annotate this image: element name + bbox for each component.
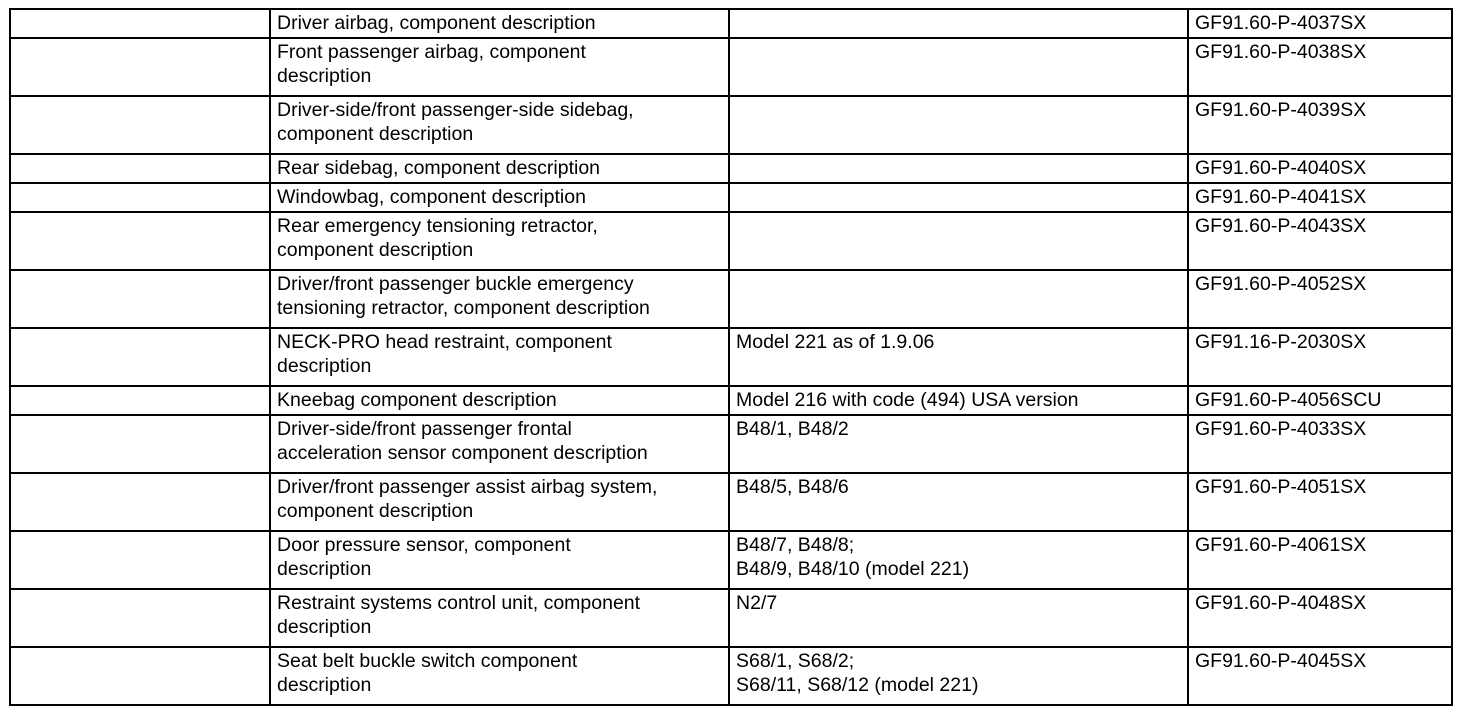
description-cell: Driver/front passenger buckle emergency tensioning retractor, component description (270, 270, 729, 328)
document-number-cell: GF91.60-P-4045SX (1188, 647, 1452, 705)
component-cell (10, 647, 270, 705)
table-row (10, 270, 1452, 328)
condition-cell: Model 221 as of 1.9.06 (729, 328, 1188, 386)
document-number-cell: GF91.16-P-2030SX (1188, 328, 1452, 386)
table-row (10, 154, 1452, 183)
description-cell: Driver airbag, component description (270, 9, 729, 38)
document-number-cell: GF91.60-P-4038SX (1188, 38, 1452, 96)
condition-cell (729, 270, 1188, 328)
component-cell (10, 531, 270, 589)
document-number-cell: GF91.60-P-4041SX (1188, 183, 1452, 212)
condition-cell (729, 212, 1188, 270)
component-cell (10, 212, 270, 270)
description-cell: Driver-side/front passenger frontal acceleration sensor component description (270, 415, 729, 473)
component-cell (10, 270, 270, 328)
component-cell (10, 589, 270, 647)
description-cell: Windowbag, component description (270, 183, 729, 212)
description-cell: Driver-side/front passenger-side sidebag, component description (270, 96, 729, 154)
component-cell (10, 96, 270, 154)
table-row (10, 38, 1452, 96)
document-number-cell: GF91.60-P-4048SX (1188, 589, 1452, 647)
component-cell (10, 415, 270, 473)
condition-cell: B48/5, B48/6 (729, 473, 1188, 531)
document-number-cell: GF91.60-P-4061SX (1188, 531, 1452, 589)
table-row (10, 589, 1452, 647)
condition-cell (729, 154, 1188, 183)
table-row (10, 415, 1452, 473)
condition-cell: N2/7 (729, 589, 1188, 647)
document-number-cell: GF91.60-P-4037SX (1188, 9, 1452, 38)
table-row (10, 96, 1452, 154)
description-cell: NECK-PRO head restraint, component description (270, 328, 729, 386)
condition-cell (729, 96, 1188, 154)
component-reference-table (9, 8, 1453, 706)
table-row (10, 531, 1452, 589)
description-cell: Door pressure sensor, component description (270, 531, 729, 589)
document-number-cell: GF91.60-P-4052SX (1188, 270, 1452, 328)
condition-cell: B48/7, B48/8; B48/9, B48/10 (model 221) (729, 531, 1188, 589)
component-cell (10, 183, 270, 212)
table-row (10, 647, 1452, 705)
table-body (10, 9, 1452, 705)
table-row (10, 183, 1452, 212)
condition-cell: Model 216 with code (494) USA version (729, 386, 1188, 415)
description-cell: Rear sidebag, component description (270, 154, 729, 183)
document-number-cell: GF91.60-P-4039SX (1188, 96, 1452, 154)
document-number-cell: GF91.60-P-4051SX (1188, 473, 1452, 531)
component-cell (10, 386, 270, 415)
table-row (10, 9, 1452, 38)
description-cell: Rear emergency tensioning retractor, component description (270, 212, 729, 270)
document-number-cell: GF91.60-P-4040SX (1188, 154, 1452, 183)
document-number-cell: GF91.60-P-4056SCU (1188, 386, 1452, 415)
component-cell (10, 328, 270, 386)
description-cell: Driver/front passenger assist airbag system, component description (270, 473, 729, 531)
condition-cell: S68/1, S68/2; S68/11, S68/12 (model 221) (729, 647, 1188, 705)
component-cell (10, 38, 270, 96)
component-cell (10, 473, 270, 531)
condition-cell (729, 38, 1188, 96)
description-cell: Front passenger airbag, component description (270, 38, 729, 96)
table-row (10, 386, 1452, 415)
description-cell: Restraint systems control unit, component description (270, 589, 729, 647)
document-number-cell: GF91.60-P-4043SX (1188, 212, 1452, 270)
component-cell (10, 154, 270, 183)
description-cell: Kneebag component description (270, 386, 729, 415)
table-row (10, 212, 1452, 270)
condition-cell: B48/1, B48/2 (729, 415, 1188, 473)
description-cell: Seat belt buckle switch component description (270, 647, 729, 705)
condition-cell (729, 9, 1188, 38)
component-cell (10, 9, 270, 38)
condition-cell (729, 183, 1188, 212)
table-row (10, 473, 1452, 531)
table-row (10, 328, 1452, 386)
document-number-cell: GF91.60-P-4033SX (1188, 415, 1452, 473)
